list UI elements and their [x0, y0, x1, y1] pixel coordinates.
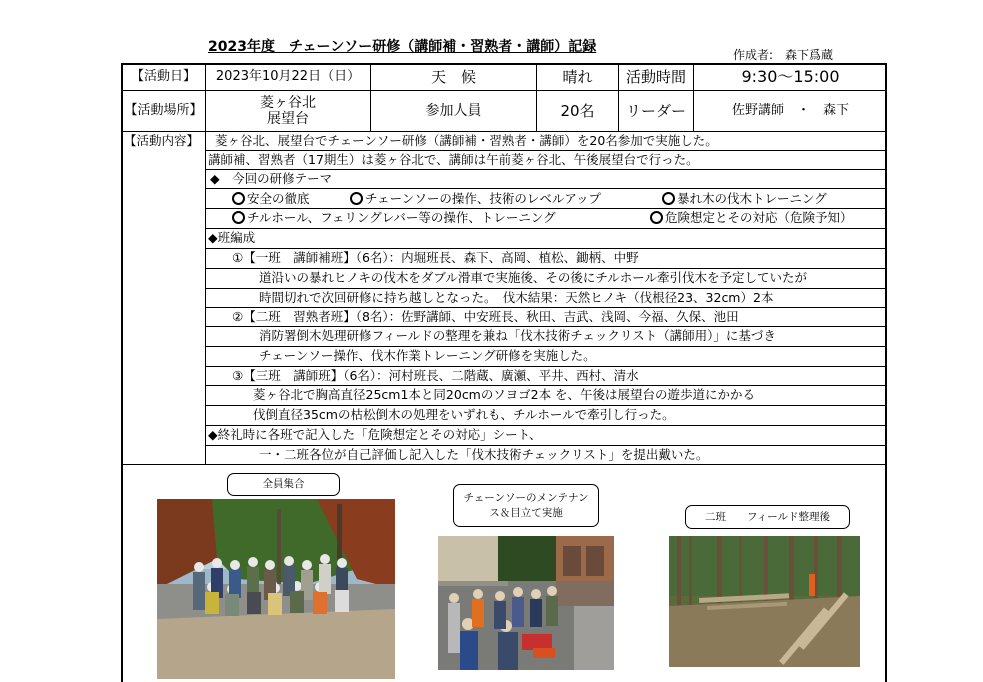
group-photo: [157, 499, 395, 679]
circle-bullet-icon: [650, 211, 663, 224]
circle-bullet-icon: [350, 192, 363, 205]
date-value: 2023年10月22日（日）: [215, 69, 361, 84]
group1-line2: 時間切れで次回研修に持ち越しとなった。 伐木結果：天然ヒノキ（伐根径23、32cm）2本: [259, 290, 774, 305]
content-line-2: 講師補、習熟者（17期生）は菱ヶ谷北で、講師は午前菱ヶ谷北、午後展望台で行った。: [208, 152, 699, 167]
theme-item: 安全の徹底: [232, 190, 310, 208]
time-value: 9:30～15:00: [741, 67, 840, 86]
group2-line2: チェーンソー操作、伐木作業トレーニング研修を実施した。: [259, 348, 596, 363]
time-label: 活動時間: [625, 68, 686, 86]
weather-label: 天 候: [430, 68, 476, 86]
author: 作成者: 森下爲蔵: [733, 48, 834, 62]
group2-title: ②【二班 習熟者班】（8名）：佐野講師、中安班長、秋田、吉武、浅岡、今福、久保、池田: [232, 309, 739, 324]
weather-value: 晴れ: [562, 68, 593, 86]
theme-heading: ◆ 今回の研修テーマ: [210, 171, 333, 186]
group3-title: ③【三班 講師班】（6名）：河村班長、二階蔵、廣瀬、平井、西村、清水: [232, 368, 639, 383]
participants-label: 参加人員: [425, 103, 482, 119]
photo-caption-1: 全員集合: [227, 473, 340, 496]
field-photo: [669, 536, 860, 667]
group3-line1: 菱ヶ谷北で胸高直径25cm1本と同20cmのソヨゴ2本 を、午後は展望台の遊歩道にかかる: [253, 387, 756, 402]
circle-bullet-icon: [662, 192, 675, 205]
theme-item: 危険想定とその対応（危険予知）: [650, 209, 853, 227]
closing-line2: 一・二班各位が自己評価し記入した「伐木技術チェックリスト」を提出戴いた。: [259, 447, 709, 462]
group3-line2: 伐倒直径35cmの枯松倒木の処理をいずれも、チルホールで牽引し行った。: [253, 407, 675, 422]
photo-caption-3: 二班 フィールド整理後: [685, 505, 850, 529]
theme-item: チルホール、フェリングレバー等の操作、トレーニング: [232, 209, 556, 227]
circle-bullet-icon: [232, 211, 245, 224]
group1-line1: 道沿いの暴れヒノキの伐木をダブル滑車で実施後、その後にチルホール牽引伐木を予定していたが: [259, 270, 808, 285]
circle-bullet-icon: [232, 192, 245, 205]
date-label: 【活動日】: [130, 69, 196, 84]
photo-caption-2: チェーンソーのメンテナンス＆目立て実施: [453, 484, 599, 527]
theme-item: 暴れ木の伐木トレーニング: [662, 190, 827, 208]
place-value-line1: 菱ヶ谷北: [260, 95, 316, 111]
group1-title: ①【一班 講師補班】（6名）：内堀班長、森下、高岡、植松、鋤柄、中野: [232, 250, 639, 265]
closing-line1: ◆終礼時に各班で記入した「危険想定とその対応」シート、: [208, 427, 542, 442]
document-title: 2023年度 チェーンソー研修（講師補・習熟者・講師）記録: [208, 39, 597, 55]
maintenance-photo: [438, 536, 614, 670]
groups-heading: ◆班編成: [208, 230, 256, 245]
content-label: 【活動内容】: [124, 133, 200, 148]
content-line-1: 菱ヶ谷北、展望台でチェーンソー研修（講師補・習熟者・講師）を20名参加で実施した。: [215, 133, 718, 148]
place-value: [206, 91, 370, 131]
group2-line1: 消防署倒木処理研修フィールドの整理を兼ね「伐木技術チェックリスト（講師用）」に基づき: [259, 328, 776, 343]
leader-value: 佐野講師 ・ 森下: [731, 103, 849, 118]
participants-value: 20名: [560, 102, 595, 120]
place-label: 【活動場所】: [124, 103, 203, 118]
leader-label: リーダー: [625, 102, 686, 120]
place-value-line2: 展望台: [267, 111, 309, 127]
theme-item: チェーンソーの操作、技術のレベルアップ: [350, 190, 601, 208]
